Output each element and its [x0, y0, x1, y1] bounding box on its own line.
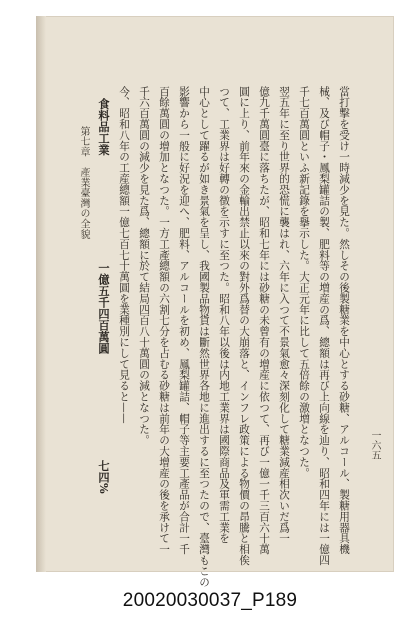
- section-value: 一億五千四百萬圓: [97, 261, 111, 354]
- text-line: 械、及び帽子・鳳梨罐詰の製、肥料等の増産の爲、總額は再び上向線を辿り、昭和四年には一億四: [318, 86, 330, 566]
- text-line: 千七百萬圓といふ新記錄を擧示した。大正元年に比して五倍餘の激増となつた。: [298, 86, 310, 479]
- text-line: 當打擊を受け一時減少を見た。然しその後製糖業を中心とする砂糖、アルコール、製糖用器具機: [338, 86, 350, 555]
- section-percent: 七四%: [97, 460, 111, 494]
- section-heading: 食料品工業: [97, 98, 111, 156]
- text-line: 今、昭和八年の工産總額一億七百七十萬圓を業種別にして見ると——: [118, 86, 130, 424]
- text-line: 百餘萬圓の增加となつた。一方工產總額の六割七分を占むる砂糖は前年の大增産の後を承けて一: [158, 86, 170, 555]
- text-line: 翌五年に至り世界的恐慌に襲はれ、六年に入つて不景氣愈々深刻化して糖業減産相次いだ爲一: [278, 86, 290, 544]
- text-line: 圓に上り、前年來の金輸出禁止以來の對外爲替の大崩落と、インフレ政策による物價の昂騰と相俟: [238, 86, 250, 566]
- page-gutter: [36, 16, 46, 572]
- text-line: 影響から一般に好況を迎へ、肥料、アルコールを初め、鳳梨罐詰、帽子等主要工產品が合計一千: [178, 86, 190, 555]
- text-line: 中心として躍るが如き景氣を呈し、我國製品物貨は斷然世界各地に進出するに至つたので、臺灣もこの: [198, 86, 210, 588]
- text-line: 億九千萬圓臺に落ちたが、昭和七年には砂糖の未曾有の增産に依つて、再び一億一千三百六十萬: [258, 86, 270, 555]
- vertical-text-block: [78, 86, 352, 588]
- section-heading-row: [95, 86, 112, 494]
- image-caption: 20020030037_P189: [122, 590, 298, 611]
- page-number: 一六五: [369, 430, 380, 460]
- text-line: つて、工業界は好轉の徴を示すに至つた。昭和八年以後は内地工業界は國際商品及軍需工業を: [218, 86, 230, 544]
- chapter-header: 第七章 產業臺灣の全貌: [78, 126, 89, 240]
- text-line: 千六百萬圓の減少を見た爲、總額に於て結局四百八十萬圓の減となつた。: [138, 86, 150, 446]
